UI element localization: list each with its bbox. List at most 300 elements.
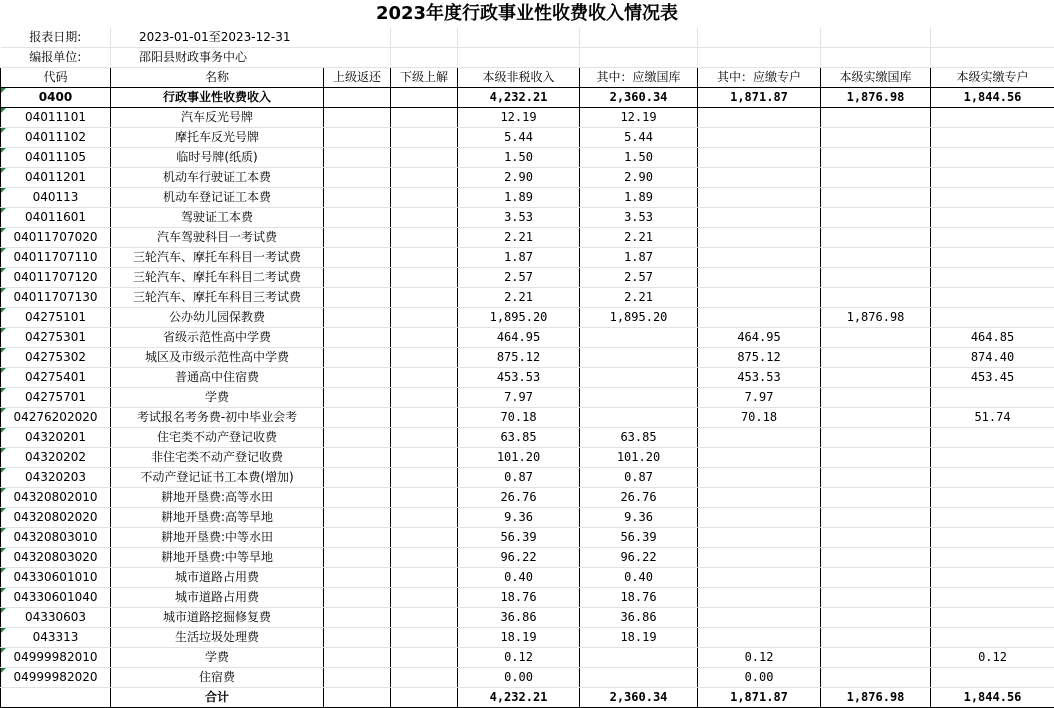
name-cell[interactable]: 不动产登记证书工本费(增加) <box>111 468 324 488</box>
paid-treasury-cell[interactable] <box>821 168 931 188</box>
paid-special-cell[interactable] <box>931 468 1054 488</box>
total-code-cell[interactable] <box>1 688 111 708</box>
paid-special-cell[interactable]: 51.74 <box>931 408 1054 428</box>
upper-return-cell[interactable] <box>324 328 391 348</box>
income-cell[interactable]: 1.89 <box>458 188 580 208</box>
paid-special-cell[interactable] <box>931 548 1054 568</box>
paid-special-cell[interactable] <box>931 188 1054 208</box>
column-header[interactable]: 其中：应缴专户 <box>698 68 821 88</box>
paid-treasury-cell[interactable] <box>821 128 931 148</box>
paid-treasury-cell[interactable] <box>821 668 931 688</box>
income-cell[interactable]: 1.50 <box>458 148 580 168</box>
name-cell[interactable]: 公办幼儿园保教费 <box>111 308 324 328</box>
name-cell[interactable]: 住宿费 <box>111 668 324 688</box>
lower-remit-cell[interactable] <box>391 648 458 668</box>
special-account-cell[interactable]: 464.95 <box>698 328 821 348</box>
code-cell[interactable]: 04275401 <box>1 368 111 388</box>
special-account-cell[interactable] <box>698 588 821 608</box>
code-cell[interactable]: 04320202 <box>1 448 111 468</box>
lower-remit-cell[interactable] <box>391 628 458 648</box>
code-cell[interactable]: 04011707130 <box>1 288 111 308</box>
income-cell[interactable]: 2.57 <box>458 268 580 288</box>
upper-return-cell[interactable] <box>324 308 391 328</box>
special-account-cell[interactable] <box>698 308 821 328</box>
name-cell[interactable]: 耕地开垦费:高等水田 <box>111 488 324 508</box>
treasury-cell[interactable]: 96.22 <box>580 548 698 568</box>
special-account-cell[interactable]: 7.97 <box>698 388 821 408</box>
income-cell[interactable]: 5.44 <box>458 128 580 148</box>
name-cell[interactable]: 生活垃圾处理费 <box>111 628 324 648</box>
report-unit-value[interactable]: 邵阳县财政事务中心 <box>111 48 391 68</box>
code-cell[interactable]: 04011105 <box>1 148 111 168</box>
code-cell[interactable]: 04011601 <box>1 208 111 228</box>
report-title: 2023年度行政事业性收费收入情况表 <box>375 3 679 24</box>
special-account-cell[interactable]: 0.00 <box>698 668 821 688</box>
code-cell[interactable]: 04320803020 <box>1 548 111 568</box>
lower-remit-cell[interactable] <box>391 428 458 448</box>
special-account-cell[interactable] <box>698 248 821 268</box>
table-row <box>1 488 1054 508</box>
paid-treasury-cell[interactable] <box>821 508 931 528</box>
special-account-cell[interactable] <box>698 428 821 448</box>
income-cell[interactable]: 0.87 <box>458 468 580 488</box>
income-cell[interactable]: 70.18 <box>458 408 580 428</box>
special-account-cell[interactable]: 875.12 <box>698 348 821 368</box>
paid-special-cell[interactable] <box>931 268 1054 288</box>
income-cell[interactable]: 0.40 <box>458 568 580 588</box>
upper-return-cell[interactable] <box>324 408 391 428</box>
treasury-cell[interactable]: 0.40 <box>580 568 698 588</box>
treasury-cell[interactable] <box>580 368 698 388</box>
income-cell[interactable]: 0.00 <box>458 668 580 688</box>
total-paid-treasury-cell[interactable]: 1,876.98 <box>821 688 931 708</box>
table-row <box>1 428 1054 448</box>
special-account-cell[interactable] <box>698 468 821 488</box>
paid-special-cell[interactable]: 0.12 <box>931 648 1054 668</box>
paid-treasury-cell[interactable]: 1,876.98 <box>821 308 931 328</box>
paid-treasury-cell[interactable] <box>821 288 931 308</box>
name-cell[interactable]: 三轮汽车、摩托车科目一考试费 <box>111 248 324 268</box>
special-account-cell[interactable]: 1,871.87 <box>698 88 821 108</box>
paid-special-cell[interactable] <box>931 668 1054 688</box>
code-cell[interactable]: 04011101 <box>1 108 111 128</box>
upper-return-cell[interactable] <box>324 208 391 228</box>
column-header[interactable]: 下级上解 <box>391 68 458 88</box>
paid-special-cell[interactable] <box>931 608 1054 628</box>
name-cell[interactable]: 普通高中住宿费 <box>111 368 324 388</box>
special-account-cell[interactable] <box>698 268 821 288</box>
upper-return-cell[interactable] <box>324 168 391 188</box>
paid-special-cell[interactable] <box>931 428 1054 448</box>
upper-return-cell[interactable] <box>324 628 391 648</box>
treasury-cell[interactable]: 18.76 <box>580 588 698 608</box>
total-upper-return-cell[interactable] <box>324 688 391 708</box>
table-row <box>1 588 1054 608</box>
special-account-cell[interactable] <box>698 208 821 228</box>
treasury-cell[interactable]: 2,360.34 <box>580 88 698 108</box>
lower-remit-cell[interactable] <box>391 108 458 128</box>
code-cell[interactable]: 04011707110 <box>1 248 111 268</box>
paid-special-cell[interactable] <box>931 568 1054 588</box>
lower-remit-cell[interactable] <box>391 528 458 548</box>
treasury-cell[interactable]: 36.86 <box>580 608 698 628</box>
upper-return-cell[interactable] <box>324 148 391 168</box>
paid-treasury-cell[interactable] <box>821 568 931 588</box>
code-cell[interactable]: 04275301 <box>1 328 111 348</box>
treasury-cell[interactable] <box>580 348 698 368</box>
paid-treasury-cell[interactable] <box>821 428 931 448</box>
name-cell[interactable]: 机动车登记证工本费 <box>111 188 324 208</box>
lower-remit-cell[interactable] <box>391 388 458 408</box>
name-cell[interactable]: 城市道路占用费 <box>111 588 324 608</box>
name-cell[interactable]: 学费 <box>111 648 324 668</box>
paid-treasury-cell[interactable] <box>821 648 931 668</box>
name-cell[interactable]: 城区及市级示范性高中学费 <box>111 348 324 368</box>
special-account-cell[interactable] <box>698 568 821 588</box>
upper-return-cell[interactable] <box>324 528 391 548</box>
income-cell[interactable]: 2.21 <box>458 228 580 248</box>
lower-remit-cell[interactable] <box>391 168 458 188</box>
income-cell[interactable]: 7.97 <box>458 388 580 408</box>
paid-special-cell[interactable] <box>931 588 1054 608</box>
name-cell[interactable]: 机动车行驶证工本费 <box>111 168 324 188</box>
name-cell[interactable]: 摩托车反光号牌 <box>111 128 324 148</box>
code-cell[interactable]: 04011707120 <box>1 268 111 288</box>
paid-treasury-cell[interactable] <box>821 628 931 648</box>
code-cell[interactable]: 04320203 <box>1 468 111 488</box>
name-cell[interactable]: 三轮汽车、摩托车科目二考试费 <box>111 268 324 288</box>
special-account-cell[interactable] <box>698 168 821 188</box>
treasury-cell[interactable]: 18.19 <box>580 628 698 648</box>
lower-remit-cell[interactable] <box>391 668 458 688</box>
special-account-cell[interactable] <box>698 528 821 548</box>
upper-return-cell[interactable] <box>324 468 391 488</box>
table-row <box>1 548 1054 568</box>
special-account-cell[interactable] <box>698 448 821 468</box>
special-account-cell[interactable] <box>698 108 821 128</box>
upper-return-cell[interactable] <box>324 88 391 108</box>
paid-special-cell[interactable]: 1,844.56 <box>931 88 1054 108</box>
special-account-cell[interactable] <box>698 548 821 568</box>
treasury-cell[interactable]: 1.50 <box>580 148 698 168</box>
name-cell[interactable]: 耕地开垦费:高等旱地 <box>111 508 324 528</box>
code-cell[interactable]: 0400 <box>1 88 111 108</box>
income-cell[interactable]: 96.22 <box>458 548 580 568</box>
paid-special-cell[interactable]: 874.40 <box>931 348 1054 368</box>
lower-remit-cell[interactable] <box>391 148 458 168</box>
income-cell[interactable]: 453.53 <box>458 368 580 388</box>
income-cell[interactable]: 18.19 <box>458 628 580 648</box>
paid-special-cell[interactable] <box>931 128 1054 148</box>
income-cell[interactable]: 2.21 <box>458 288 580 308</box>
paid-treasury-cell[interactable] <box>821 488 931 508</box>
column-header[interactable]: 上级返还 <box>324 68 391 88</box>
total-paid-special-cell[interactable]: 1,844.56 <box>931 688 1054 708</box>
total-special-account-cell[interactable]: 1,871.87 <box>698 688 821 708</box>
special-account-cell[interactable] <box>698 148 821 168</box>
code-cell[interactable]: 04320802010 <box>1 488 111 508</box>
total-label[interactable]: 合计 <box>111 688 324 708</box>
paid-special-cell[interactable]: 453.45 <box>931 368 1054 388</box>
code-cell[interactable]: 04330603 <box>1 608 111 628</box>
paid-treasury-cell[interactable] <box>821 268 931 288</box>
special-account-cell[interactable]: 70.18 <box>698 408 821 428</box>
upper-return-cell[interactable] <box>324 608 391 628</box>
lower-remit-cell[interactable] <box>391 408 458 428</box>
upper-return-cell[interactable] <box>324 248 391 268</box>
special-account-cell[interactable]: 453.53 <box>698 368 821 388</box>
column-header[interactable]: 本级实缴专户 <box>931 68 1054 88</box>
upper-return-cell[interactable] <box>324 288 391 308</box>
paid-treasury-cell[interactable] <box>821 348 931 368</box>
paid-treasury-cell[interactable] <box>821 228 931 248</box>
total-lower-remit-cell[interactable] <box>391 688 458 708</box>
code-cell[interactable]: 04275101 <box>1 308 111 328</box>
name-cell[interactable]: 三轮汽车、摩托车科目三考试费 <box>111 288 324 308</box>
treasury-cell[interactable]: 63.85 <box>580 428 698 448</box>
lower-remit-cell[interactable] <box>391 188 458 208</box>
income-cell[interactable]: 875.12 <box>458 348 580 368</box>
special-account-cell[interactable] <box>698 508 821 528</box>
lower-remit-cell[interactable] <box>391 608 458 628</box>
paid-special-cell[interactable] <box>931 248 1054 268</box>
lower-remit-cell[interactable] <box>391 508 458 528</box>
paid-special-cell[interactable] <box>931 528 1054 548</box>
treasury-cell[interactable] <box>580 328 698 348</box>
upper-return-cell[interactable] <box>324 428 391 448</box>
income-cell[interactable]: 36.86 <box>458 608 580 628</box>
treasury-cell[interactable]: 1.87 <box>580 248 698 268</box>
name-cell[interactable]: 省级示范性高中学费 <box>111 328 324 348</box>
name-cell[interactable]: 汽车反光号牌 <box>111 108 324 128</box>
table-row <box>1 108 1054 128</box>
paid-special-cell[interactable] <box>931 168 1054 188</box>
total-treasury-cell[interactable]: 2,360.34 <box>580 688 698 708</box>
income-cell[interactable]: 9.36 <box>458 508 580 528</box>
upper-return-cell[interactable] <box>324 568 391 588</box>
income-cell[interactable]: 12.19 <box>458 108 580 128</box>
lower-remit-cell[interactable] <box>391 248 458 268</box>
upper-return-cell[interactable] <box>324 388 391 408</box>
income-cell[interactable]: 0.12 <box>458 648 580 668</box>
name-cell[interactable]: 驾驶证工本费 <box>111 208 324 228</box>
lower-remit-cell[interactable] <box>391 488 458 508</box>
paid-treasury-cell[interactable] <box>821 528 931 548</box>
code-cell[interactable]: 043313 <box>1 628 111 648</box>
paid-special-cell[interactable] <box>931 228 1054 248</box>
upper-return-cell[interactable] <box>324 488 391 508</box>
paid-special-cell[interactable] <box>931 208 1054 228</box>
paid-special-cell[interactable] <box>931 308 1054 328</box>
lower-remit-cell[interactable] <box>391 208 458 228</box>
lower-remit-cell[interactable] <box>391 368 458 388</box>
special-account-cell[interactable] <box>698 288 821 308</box>
name-cell[interactable]: 耕地开垦费:中等旱地 <box>111 548 324 568</box>
paid-special-cell[interactable] <box>931 148 1054 168</box>
treasury-cell[interactable] <box>580 388 698 408</box>
special-account-cell[interactable]: 0.12 <box>698 648 821 668</box>
lower-remit-cell[interactable] <box>391 128 458 148</box>
paid-treasury-cell[interactable] <box>821 408 931 428</box>
treasury-cell[interactable]: 56.39 <box>580 528 698 548</box>
special-account-cell[interactable] <box>698 128 821 148</box>
table-row <box>1 328 1054 348</box>
code-cell[interactable]: 04275302 <box>1 348 111 368</box>
income-cell[interactable]: 1,895.20 <box>458 308 580 328</box>
name-cell[interactable]: 考试报名考务费-初中毕业会考 <box>111 408 324 428</box>
code-cell[interactable]: 04276202020 <box>1 408 111 428</box>
treasury-cell[interactable]: 5.44 <box>580 128 698 148</box>
table-row <box>1 608 1054 628</box>
upper-return-cell[interactable] <box>324 268 391 288</box>
upper-return-cell[interactable] <box>324 228 391 248</box>
income-cell[interactable]: 4,232.21 <box>458 88 580 108</box>
treasury-cell[interactable]: 9.36 <box>580 508 698 528</box>
code-cell[interactable]: 04320803010 <box>1 528 111 548</box>
treasury-cell[interactable]: 2.57 <box>580 268 698 288</box>
lower-remit-cell[interactable] <box>391 268 458 288</box>
lower-remit-cell[interactable] <box>391 588 458 608</box>
income-cell[interactable]: 1.87 <box>458 248 580 268</box>
treasury-cell[interactable]: 1,895.20 <box>580 308 698 328</box>
paid-treasury-cell[interactable] <box>821 448 931 468</box>
paid-treasury-cell[interactable] <box>821 108 931 128</box>
lower-remit-cell[interactable] <box>391 448 458 468</box>
lower-remit-cell[interactable] <box>391 468 458 488</box>
lower-remit-cell[interactable] <box>391 348 458 368</box>
income-cell[interactable]: 63.85 <box>458 428 580 448</box>
code-cell[interactable]: 04320802020 <box>1 508 111 528</box>
column-header[interactable]: 名称 <box>111 68 324 88</box>
paid-special-cell[interactable] <box>931 508 1054 528</box>
income-cell[interactable]: 101.20 <box>458 448 580 468</box>
name-cell[interactable]: 城市道路占用费 <box>111 568 324 588</box>
special-account-cell[interactable] <box>698 228 821 248</box>
treasury-cell[interactable]: 12.19 <box>580 108 698 128</box>
treasury-cell[interactable]: 2.21 <box>580 288 698 308</box>
paid-treasury-cell[interactable] <box>821 188 931 208</box>
code-cell[interactable]: 04330601040 <box>1 588 111 608</box>
upper-return-cell[interactable] <box>324 108 391 128</box>
upper-return-cell[interactable] <box>324 348 391 368</box>
code-cell[interactable]: 04275701 <box>1 388 111 408</box>
upper-return-cell[interactable] <box>324 648 391 668</box>
paid-treasury-cell[interactable] <box>821 208 931 228</box>
treasury-cell[interactable]: 2.90 <box>580 168 698 188</box>
treasury-cell[interactable]: 2.21 <box>580 228 698 248</box>
upper-return-cell[interactable] <box>324 548 391 568</box>
paid-treasury-cell[interactable]: 1,876.98 <box>821 88 931 108</box>
upper-return-cell[interactable] <box>324 508 391 528</box>
table-body <box>1 88 1054 708</box>
code-cell[interactable]: 04999982020 <box>1 668 111 688</box>
code-cell[interactable]: 04011707020 <box>1 228 111 248</box>
treasury-cell[interactable] <box>580 668 698 688</box>
column-header[interactable]: 本级实缴国库 <box>821 68 931 88</box>
paid-treasury-cell[interactable] <box>821 148 931 168</box>
code-cell[interactable]: 04011201 <box>1 168 111 188</box>
name-cell[interactable]: 住宅类不动产登记收费 <box>111 428 324 448</box>
income-cell[interactable]: 3.53 <box>458 208 580 228</box>
lower-remit-cell[interactable] <box>391 308 458 328</box>
treasury-cell[interactable]: 26.76 <box>580 488 698 508</box>
paid-treasury-cell[interactable] <box>821 608 931 628</box>
income-cell[interactable]: 56.39 <box>458 528 580 548</box>
paid-treasury-cell[interactable] <box>821 328 931 348</box>
paid-treasury-cell[interactable] <box>821 468 931 488</box>
code-cell[interactable]: 04011102 <box>1 128 111 148</box>
lower-remit-cell[interactable] <box>391 228 458 248</box>
code-cell[interactable]: 04999982010 <box>1 648 111 668</box>
paid-treasury-cell[interactable] <box>821 388 931 408</box>
upper-return-cell[interactable] <box>324 368 391 388</box>
paid-treasury-cell[interactable] <box>821 368 931 388</box>
total-income-cell[interactable]: 4,232.21 <box>458 688 580 708</box>
report-date-value[interactable]: 2023-01-01至2023-12-31 <box>111 28 391 48</box>
treasury-cell[interactable] <box>580 648 698 668</box>
column-header[interactable]: 本级非税收入 <box>458 68 580 88</box>
name-cell[interactable]: 非住宅类不动产登记收费 <box>111 448 324 468</box>
paid-special-cell[interactable] <box>931 448 1054 468</box>
paid-special-cell[interactable] <box>931 388 1054 408</box>
paid-special-cell[interactable] <box>931 488 1054 508</box>
paid-treasury-cell[interactable] <box>821 548 931 568</box>
lower-remit-cell[interactable] <box>391 568 458 588</box>
column-header[interactable]: 代码 <box>1 68 111 88</box>
special-account-cell[interactable] <box>698 488 821 508</box>
column-header[interactable]: 其中：应缴国库 <box>580 68 698 88</box>
upper-return-cell[interactable] <box>324 668 391 688</box>
paid-special-cell[interactable] <box>931 288 1054 308</box>
paid-treasury-cell[interactable] <box>821 248 931 268</box>
lower-remit-cell[interactable] <box>391 88 458 108</box>
lower-remit-cell[interactable] <box>391 288 458 308</box>
treasury-cell[interactable]: 1.89 <box>580 188 698 208</box>
paid-special-cell[interactable] <box>931 108 1054 128</box>
treasury-cell[interactable]: 101.20 <box>580 448 698 468</box>
income-cell[interactable]: 464.95 <box>458 328 580 348</box>
name-cell[interactable]: 学费 <box>111 388 324 408</box>
special-account-cell[interactable] <box>698 608 821 628</box>
name-cell[interactable]: 行政事业性收费收入 <box>111 88 324 108</box>
name-cell[interactable]: 汽车驾驶科目一考试费 <box>111 228 324 248</box>
paid-treasury-cell[interactable] <box>821 588 931 608</box>
upper-return-cell[interactable] <box>324 448 391 468</box>
upper-return-cell[interactable] <box>324 188 391 208</box>
lower-remit-cell[interactable] <box>391 548 458 568</box>
upper-return-cell[interactable] <box>324 128 391 148</box>
treasury-cell[interactable]: 0.87 <box>580 468 698 488</box>
treasury-cell[interactable]: 3.53 <box>580 208 698 228</box>
code-cell[interactable]: 04320201 <box>1 428 111 448</box>
name-cell[interactable]: 临时号牌(纸质) <box>111 148 324 168</box>
income-cell[interactable]: 26.76 <box>458 488 580 508</box>
paid-special-cell[interactable] <box>931 628 1054 648</box>
name-cell[interactable]: 城市道路挖掘修复费 <box>111 608 324 628</box>
table-row <box>1 248 1054 268</box>
code-cell[interactable]: 04330601010 <box>1 568 111 588</box>
upper-return-cell[interactable] <box>324 588 391 608</box>
special-account-cell[interactable] <box>698 188 821 208</box>
special-account-cell[interactable] <box>698 628 821 648</box>
lower-remit-cell[interactable] <box>391 328 458 348</box>
code-cell[interactable]: 040113 <box>1 188 111 208</box>
income-cell[interactable]: 18.76 <box>458 588 580 608</box>
treasury-cell[interactable] <box>580 408 698 428</box>
income-cell[interactable]: 2.90 <box>458 168 580 188</box>
name-cell[interactable]: 耕地开垦费:中等水田 <box>111 528 324 548</box>
paid-special-cell[interactable]: 464.85 <box>931 328 1054 348</box>
